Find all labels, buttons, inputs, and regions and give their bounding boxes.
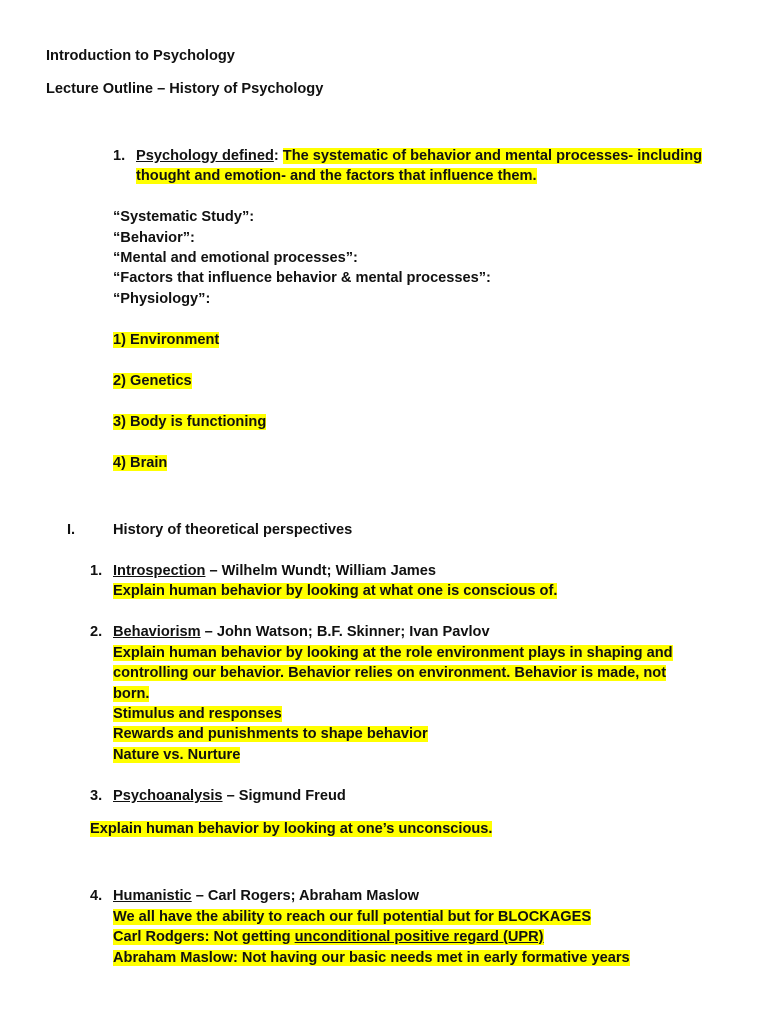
perspective-name [113, 563, 205, 579]
section-heading: History of theoretical perspectives [113, 522, 353, 538]
factor-text: 1) Environment [113, 332, 220, 348]
perspective-number: 4. [90, 888, 103, 904]
factor-text: 3) Body is functioning [113, 414, 267, 430]
description-line: We all have the ability to reach our full potential but for BLOCKAGES [113, 909, 592, 925]
perspective-description [113, 948, 630, 968]
list-number: 1. [113, 148, 126, 164]
factor-item [113, 453, 167, 473]
description-line: Stimulus and responses [113, 706, 282, 722]
document-title: Introduction to Psychology [46, 48, 235, 64]
perspective-name-text: Introspection [113, 563, 206, 579]
perspective-description [113, 724, 428, 744]
term-physiology: “Physiology”: [113, 291, 211, 307]
description-line: Explain human behavior by looking at one’s unconscious. [90, 821, 493, 837]
document-subtitle: Lecture Outline – History of Psychology [46, 81, 324, 97]
definition-line-2 [136, 166, 537, 186]
perspective-description [113, 704, 282, 724]
perspective-name: Behaviorism [113, 624, 201, 640]
perspective-number: 3. [90, 788, 103, 804]
description-line: Nature vs. Nurture [113, 747, 241, 763]
definition-line-1 [136, 146, 702, 166]
definition-text-1: The systematic of behavior and mental processes- including [282, 148, 703, 164]
definition-text-2: thought and emotion- and the factors that influence them. [136, 168, 537, 184]
perspective-description [113, 684, 149, 704]
roman-numeral: I. [67, 522, 76, 538]
term-colon: : [273, 148, 279, 164]
description-line: Carl Rodgers: Not getting [113, 929, 295, 945]
factor-text: 4) Brain [113, 455, 168, 471]
perspective-people: – Sigmund Freud [222, 788, 346, 804]
description-line: Abraham Maslow: Not having our basic needs met in early formative years [113, 950, 630, 966]
term-factors: “Factors that influence behavior & mental processes”: [113, 270, 491, 286]
term-systematic-study: “Systematic Study”: [113, 209, 255, 225]
perspective-number: 1. [90, 563, 103, 579]
factor-item [113, 330, 219, 350]
factor-item [113, 412, 266, 432]
description-line: Explain human behavior by looking at what one is conscious of. [113, 583, 558, 599]
factor-text: 2) Genetics [113, 373, 192, 389]
perspective-people: – John Watson; B.F. Skinner; Ivan Pavlov [200, 624, 490, 640]
perspective-people: – Carl Rogers; Abraham Maslow [191, 888, 420, 904]
perspective-heading [113, 886, 419, 906]
perspective-name: Psychoanalysis [113, 788, 223, 804]
perspective-heading [113, 561, 436, 581]
description-line: Rewards and punishments to shape behavior [113, 726, 428, 742]
term-behavior: “Behavior”: [113, 230, 195, 246]
perspective-name: Humanistic [113, 888, 192, 904]
perspective-description [90, 819, 492, 839]
perspective-description [113, 643, 673, 663]
perspective-description [113, 745, 240, 765]
perspective-description [113, 907, 591, 927]
perspective-heading [113, 622, 490, 642]
term-mental-emotional: “Mental and emotional processes”: [113, 250, 358, 266]
term-psychology-defined: Psychology defined [136, 148, 274, 164]
perspective-people: – Wilhelm Wundt; William James [205, 563, 437, 579]
description-line: born. [113, 686, 150, 702]
perspective-description [113, 581, 557, 601]
perspective-heading [113, 786, 346, 806]
perspective-number: 2. [90, 624, 103, 640]
factor-item [113, 371, 192, 391]
perspective-description [113, 663, 666, 683]
perspective-description [113, 927, 544, 947]
description-line: Explain human behavior by looking at the role environment plays in shaping and [113, 645, 673, 661]
description-line: controlling our behavior. Behavior relies on environment. Behavior is made, not [113, 665, 667, 681]
upr-term: unconditional positive regard (UPR) [294, 929, 544, 945]
